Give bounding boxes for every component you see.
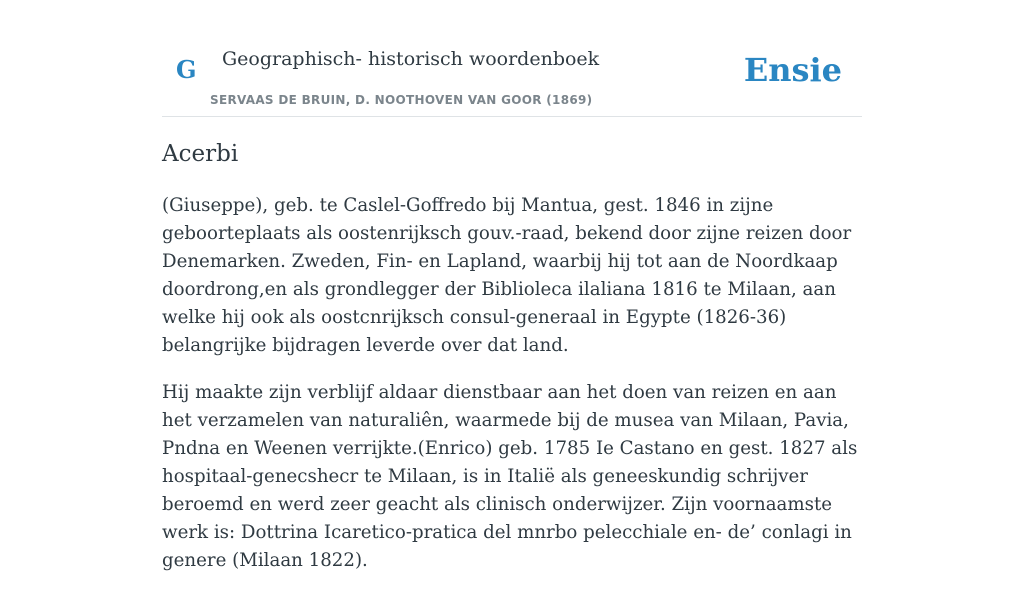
book-authors: SERVAAS DE BRUIN, D. NOOTHOVEN VAN GOOR (1869) [210,93,593,107]
book-logo-icon[interactable]: G [176,55,197,84]
article-body [162,192,862,594]
book-title-link[interactable]: Geographisch- historisch woordenboek [222,48,600,70]
ensie-logo[interactable]: Ensie [743,51,842,89]
article-paragraph-1: (Giuseppe), geb. te Caslel-Goffredo bij Mantua, gest. 1846 in zijne geboorteplaats als oostenrijksch gouv.-raad, bekend door zijne reizen door Denemarken. Zweden, Fin- en Lapland, waarbij hij tot aan de Noordkaap doordrong,en als grondlegger der Biblioleca ilaliana 1816 te Milaan, aan welke hij ook als oostcnrijksch consul-generaal in Egypte (1826-36) belangrijke bijdragen leverde over dat land. [162,195,852,356]
article-paragraph-2: Hij maakte zijn verblijf aldaar dienstbaar aan het doen van reizen en aan het verzamelen van naturaliên, waarmede bij de musea van Milaan, Pavia, Pndna en Weenen verrijkte.(Enrico) geb. 1785 Ie Castano en gest. 1827 als hospitaal-genecshecr te Milaan, is in Italië als geneeskundig schrijver beroemd en werd zeer geacht als clinisch onderwijzer. Zijn voornaamste werk is: Dottrina Icaretico-pratica del mnrbo pelecchiale en- de’ conlagi in genere (Milaan 1822). [162,382,858,571]
book-header [162,30,862,117]
article-title: Acerbi [162,141,239,167]
